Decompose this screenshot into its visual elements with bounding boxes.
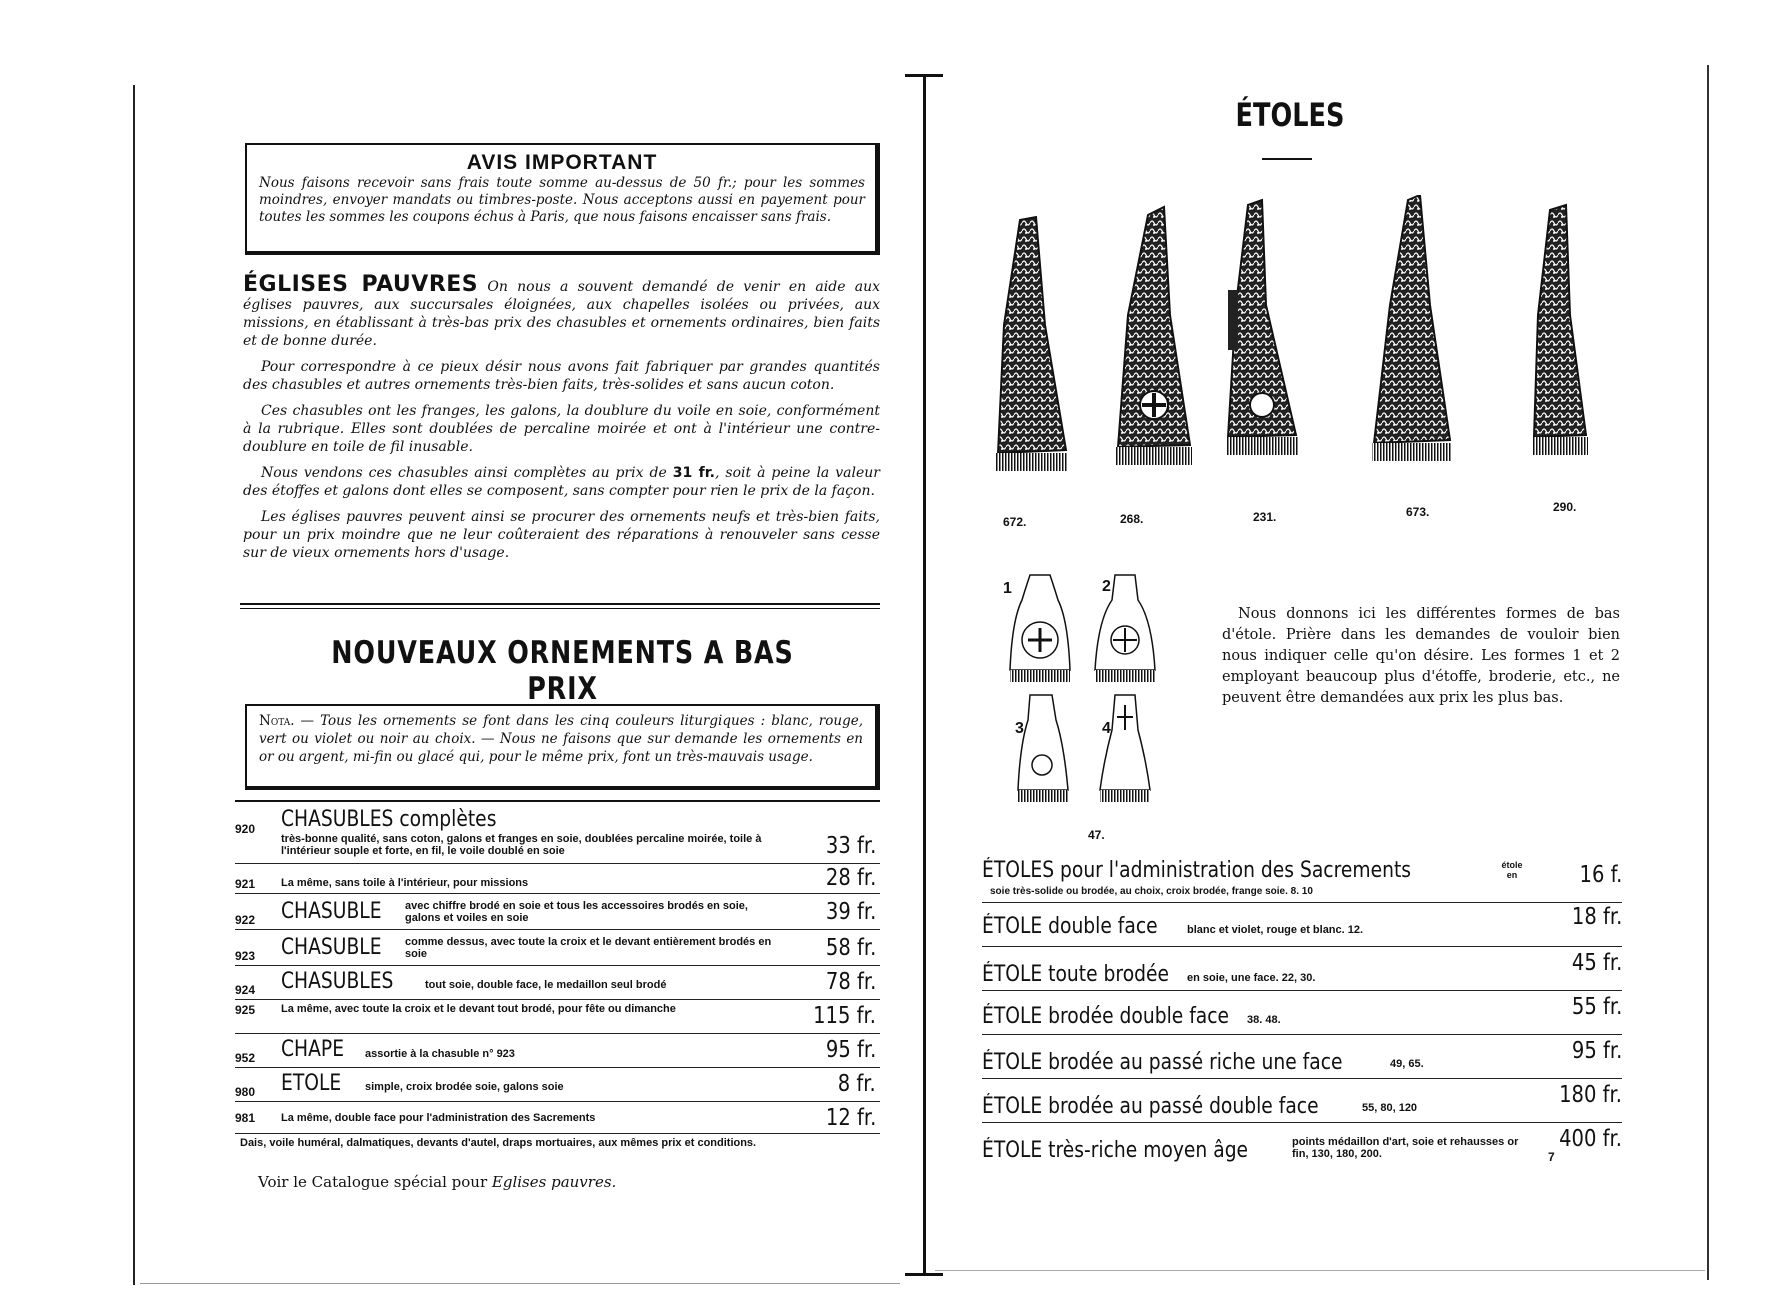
item-desc: La même, sans toile à l'intérieur, pour missions <box>281 877 529 889</box>
item-number: 920 <box>235 822 256 836</box>
nota-label: Nota. — <box>259 713 321 729</box>
etole-desc: soie très-solide ou brodée, au choix, croix brodée, frange soie. 8. 10 <box>990 886 1313 897</box>
stole-673 <box>1372 195 1452 461</box>
item-name: CHASUBLE <box>281 935 382 960</box>
etoles-title: ÉTOLES <box>1235 96 1345 134</box>
item-desc: La même, avec toute la croix et le devant tout brodé, pour fête ou dimanche <box>281 1003 676 1015</box>
etole-row-passe-une-face <box>982 1036 1622 1079</box>
etole-name: ÉTOLE toute brodée <box>982 962 1170 987</box>
shape-3 <box>1018 695 1068 802</box>
gutter-bottom-cap <box>905 1273 943 1276</box>
item-desc: La même, double face pour l'administration des Sacrements <box>281 1112 596 1124</box>
item-desc: comme dessus, avec toute la croix et le devant entièrement brodés en soie <box>405 936 772 960</box>
item-price: 78 fr. <box>825 969 876 995</box>
page-number: 7 <box>1548 1150 1555 1164</box>
item-name: ETOLE <box>281 1071 342 1096</box>
center-gutter-line <box>923 75 926 1275</box>
section-divider <box>240 603 880 605</box>
item-price: 58 fr. <box>825 935 876 961</box>
stole-268 <box>1116 207 1192 465</box>
item-desc: simple, croix brodée soie, galons soie <box>365 1081 564 1093</box>
eglises-paragraph-3: Ces chasubles ont les franges, les galons, la doublure du voile en soie, conformément à la rubrique. Elles sont doublées de percaline moirée et ont à l'intérieur une contre-doublure en toile de fil inusable. <box>243 403 880 455</box>
item-price: 33 fr. <box>825 833 876 859</box>
stole-label-673: 673. <box>1406 505 1430 519</box>
etole-price: 18 fr. <box>1571 904 1622 930</box>
avis-text: Nous faisons recevoir sans frais toute somme au-dessus de 50 fr.; pour les sommes moindres, envoyer mandats ou timbres-poste. Nous acceptons aussi en payement pour toutes les sommes les coupons échus à Paris, que nous faisons encaisser sans frais. <box>259 175 865 225</box>
gutter-top-cap <box>905 74 943 77</box>
etole-name: ÉTOLE brodée double face <box>982 1004 1230 1029</box>
item-desc: assortie à la chasuble n° 923 <box>365 1048 515 1060</box>
etole-row-moyen-age <box>982 1124 1622 1172</box>
item-name: CHASUBLE <box>281 899 382 924</box>
etole-name: ÉTOLES pour l'administration des Sacrements <box>982 858 1412 883</box>
eglises-pauvres-section <box>243 272 881 562</box>
item-desc: tout soie, double face, le medaillon seul brodé <box>425 979 667 991</box>
left-page-bottom-edge <box>140 1283 900 1284</box>
shape-label-3: 3 <box>1015 720 1024 737</box>
etole-price: 55 fr. <box>1571 994 1622 1020</box>
stoles-illustration <box>990 195 1600 505</box>
etole-row-toute-brodee <box>982 948 1622 991</box>
etole-name: ÉTOLE brodée au passé double face <box>982 1094 1319 1119</box>
item-number: 925 <box>235 1003 256 1017</box>
eglises-paragraph-2: Pour correspondre à ce pieux désir nous avons fait fabriquer par grandes quantités des chasubles et autres ornements très-bien faits, très-solides et sans aucun coton. <box>243 359 880 393</box>
etole-row-sacrements <box>982 858 1622 903</box>
eglises-paragraph-4: Nous vendons ces chasubles ainsi complètes au prix de 31 fr., soit à peine la valeur des étoffes et galons dont elles se composent, sans compter pour rien le prix de la façon. <box>243 465 880 499</box>
item-row-923 <box>235 931 880 966</box>
avis-important-box <box>245 143 880 255</box>
stole-290 <box>1532 205 1588 455</box>
stole-231 <box>1226 200 1298 455</box>
item-price: 95 fr. <box>825 1037 876 1063</box>
stole-shapes-note: Nous donnons ici les différentes formes de bas d'étole. Prière dans les demandes de vouloir bien nous indiquer celle qu'on désire. Les formes 1 et 2 employant beaucoup plus d'étoffe, broderie, etc., ne peuvent être demandées aux prix les plus bas. <box>1222 606 1620 706</box>
item-number: 952 <box>235 1051 256 1065</box>
item-price: 115 fr. <box>813 1003 876 1029</box>
item-number: 923 <box>235 949 256 963</box>
etole-price: 95 fr. <box>1571 1038 1622 1064</box>
shape-1 <box>1010 575 1070 682</box>
item-number: 981 <box>235 1111 256 1125</box>
etole-name: ÉTOLE brodée au passé riche une face <box>982 1050 1343 1075</box>
stole-shapes-illustration <box>1000 570 1180 815</box>
etole-desc: 38. 48. <box>1247 1014 1281 1026</box>
nota-text: Tous les ornements se font dans les cinq couleurs liturgiques : blanc, rouge, vert ou violet ou noir au choix. — Nous ne faisons que sur demande les ornements en or ou argent, mi-fin ou glacé qui, pour le même prix, font un très-mauvais usage. <box>259 713 864 765</box>
item-row-925 <box>235 1001 880 1034</box>
price-31: 31 fr. <box>672 465 715 481</box>
section-divider-2 <box>240 608 880 609</box>
item-row-924 <box>235 967 880 1000</box>
item-name: CHASUBLES <box>281 969 394 994</box>
etole-price: 16 f. <box>1579 862 1622 888</box>
item-number: 921 <box>235 877 256 891</box>
item-number: 922 <box>235 913 256 927</box>
left-page-edge <box>133 85 135 1285</box>
item-price: 39 fr. <box>825 899 876 925</box>
item-price: 12 fr. <box>825 1105 876 1131</box>
shape-4 <box>1100 695 1150 802</box>
nouveaux-ornements-heading: NOUVEAUX ORNEMENTS A BAS PRIX <box>331 635 794 707</box>
item-price: 28 fr. <box>825 865 876 891</box>
item-row-981 <box>235 1103 880 1134</box>
etole-row-brodee-double <box>982 992 1622 1035</box>
title-underline <box>1262 158 1312 160</box>
etole-name: ÉTOLE très-riche moyen âge <box>982 1138 1249 1163</box>
item-row-952 <box>235 1035 880 1068</box>
item-number: 924 <box>235 983 256 997</box>
shape-label-1: 1 <box>1003 580 1012 597</box>
item-name: CHASUBLES complètes <box>281 807 497 832</box>
eglises-paragraph-5: Les églises pauvres peuvent ainsi se procurer des ornements neufs et très-bien faits, pour un prix moindre que ne leur coûteraient des réparations à renouveler sans cesse sur de vieux ornements hors d'usage. <box>243 509 880 561</box>
etole-side-note: étole en <box>1501 860 1523 880</box>
price-list-footnote: Dais, voile huméral, dalmatiques, devants d'autel, draps mortuaires, aux mêmes prix et conditions. <box>240 1137 757 1149</box>
shape-label-4: 4 <box>1102 720 1111 737</box>
etole-desc: 55, 80, 120 <box>1362 1102 1418 1114</box>
etole-desc: points médaillon d'art, soie et rehausses or fin, 130, 180, 200. <box>1292 1136 1519 1160</box>
shape-caption: 47. <box>1088 828 1105 842</box>
right-page-bottom-edge <box>935 1270 1705 1271</box>
etole-desc: en soie, une face. 22, 30. <box>1187 972 1316 984</box>
stole-label-290: 290. <box>1553 500 1577 514</box>
stole-672 <box>996 217 1068 471</box>
stole-label-672: 672. <box>1003 515 1027 529</box>
item-row-980 <box>235 1069 880 1102</box>
item-row-921 <box>235 865 880 894</box>
right-page-edge <box>1707 65 1709 1280</box>
etole-row-passe-double <box>982 1080 1622 1123</box>
etole-desc: blanc et violet, rouge et blanc. 12. <box>1187 924 1364 936</box>
eglises-lead: ÉGLISES PAUVRES <box>243 272 479 297</box>
avis-title: AVIS IMPORTANT <box>466 151 658 174</box>
item-row-920 <box>235 805 880 864</box>
item-name: CHAPE <box>281 1037 345 1062</box>
item-row-922 <box>235 895 880 930</box>
nota-box <box>245 704 880 790</box>
etole-price: 400 fr. <box>1559 1126 1622 1152</box>
eglises-intro: ÉGLISES PAUVRES On nous a souvent demandé de venir en aide aux églises pauvres, aux succursales éloignées, aux chapelles isolées ou privées, aux missions, en établissant à très-bas prix des chasubles et ornements ordinaires, bien faits et de bonne durée. <box>243 272 881 349</box>
etole-price: 45 fr. <box>1571 950 1622 976</box>
stole-label-231: 231. <box>1253 510 1277 524</box>
etole-desc: 49, 65. <box>1390 1058 1424 1070</box>
item-desc: avec chiffre brodé en soie et tous les accessoires brodés en soie, galons et voiles en soie <box>405 900 748 924</box>
shape-label-2: 2 <box>1102 578 1111 595</box>
item-desc: très-bonne qualité, sans coton, galons et franges en soie, doublées percaline moirée, toile à l'intérieur souple et forte, en fil, le voile doublé en soie <box>281 833 762 857</box>
catalogue-note: Voir le Catalogue spécial pour Eglises pauvres. <box>258 1173 617 1191</box>
etole-row-double-face <box>982 904 1622 947</box>
etole-price: 180 fr. <box>1559 1082 1622 1108</box>
item-number: 980 <box>235 1085 256 1099</box>
item-price: 8 fr. <box>838 1071 876 1097</box>
etole-name: ÉTOLE double face <box>982 914 1158 939</box>
price-list-top-rule <box>235 800 880 802</box>
stole-label-268: 268. <box>1120 512 1144 526</box>
